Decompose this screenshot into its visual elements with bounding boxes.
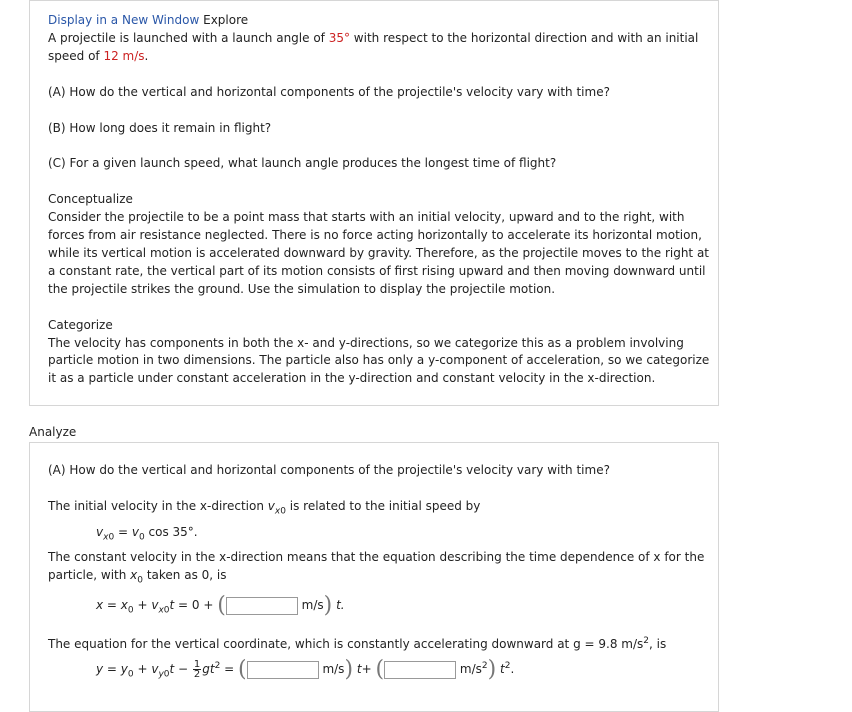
- analyze-text-2: The constant velocity in the x-direction means that the equation describing the time dependence of x for the: [48, 550, 705, 564]
- y-velocity-input[interactable]: [247, 661, 319, 679]
- equation-y: $y = y_0 + v_{y0}t$ − $\frac{1}{2}$ $gt^2$ = ( m/s) t+ ( $m/s^2$) $t^2$.: [96, 657, 515, 682]
- conceptualize-line: Consider the projectile to be a point mass that starts with an initial velocity, upward and to the right, with: [48, 210, 685, 224]
- problem-panel: [29, 0, 719, 406]
- y-acceleration-input[interactable]: [384, 661, 456, 679]
- explore-label: Explore: [203, 13, 249, 27]
- equation-x: $x = x_0 + v_{x0}t = 0$ + ( m/s) t.: [96, 593, 345, 618]
- question-c: (C) For a given launch speed, what launch angle produces the longest time of flight?: [48, 156, 557, 170]
- categorize-title: Categorize: [48, 318, 113, 332]
- analyze-text-2b: particle, with $x_0$ taken as 0, is: [48, 568, 227, 586]
- conceptualize-line: while its vertical motion is accelerated downward by gravity. Therefore, as the projectile moves to the right at: [48, 246, 710, 260]
- conceptualize-line: the projectile strikes the ground. Use the simulation to display the projectile motion.: [48, 282, 556, 296]
- one-half-fraction: $\frac{1}{2}$: [193, 659, 201, 680]
- question-a: (A) How do the vertical and horizontal components of the projectile's velocity vary with time?: [48, 85, 610, 99]
- question-b: (B) How long does it remain in flight?: [48, 121, 272, 135]
- conceptualize-line: forces from air resistance neglected. There is no force acting horizontally to accelerate its horizontal motion,: [48, 228, 702, 242]
- categorize-line: particle motion in two dimensions. The particle also has only a y-component of acceleration, so we categorize: [48, 353, 710, 367]
- categorize-line: it as a particle under constant acceleration in the y-direction and constant velocity in the x-direction.: [48, 371, 656, 385]
- analyze-heading: Analyze: [29, 425, 77, 439]
- equation-vx0: $v_{x0} = v_0$ cos 35°.: [96, 525, 198, 543]
- x-velocity-input[interactable]: [226, 597, 298, 615]
- launch-angle: 35°: [328, 31, 350, 45]
- conceptualize-title: Conceptualize: [48, 192, 133, 206]
- categorize-line: The velocity has components in both the x- and y-directions, so we categorize this as a problem involving: [48, 336, 684, 350]
- analyze-text-3: The equation for the vertical coordinate, which is constantly accelerating downward at g = 9.8 $m/s^2$, is: [48, 636, 667, 651]
- analyze-question-a: (A) How do the vertical and horizontal components of the projectile's velocity vary with time?: [48, 463, 610, 477]
- problem-intro-2: speed of 12 m/s.: [48, 49, 149, 63]
- analyze-panel: [29, 442, 719, 712]
- conceptualize-line: a constant rate, the vertical part of its motion consists of first rising upward and then moving downward until: [48, 264, 706, 278]
- display-new-window-link[interactable]: Display in a New Window: [48, 13, 200, 27]
- analyze-text-1: The initial velocity in the x-direction $v_{x0}$ is related to the initial speed by: [48, 499, 481, 517]
- initial-speed: 12 m/s: [103, 49, 145, 63]
- problem-intro: A projectile is launched with a launch angle of 35° with respect to the horizontal direction and with an initial: [48, 31, 699, 45]
